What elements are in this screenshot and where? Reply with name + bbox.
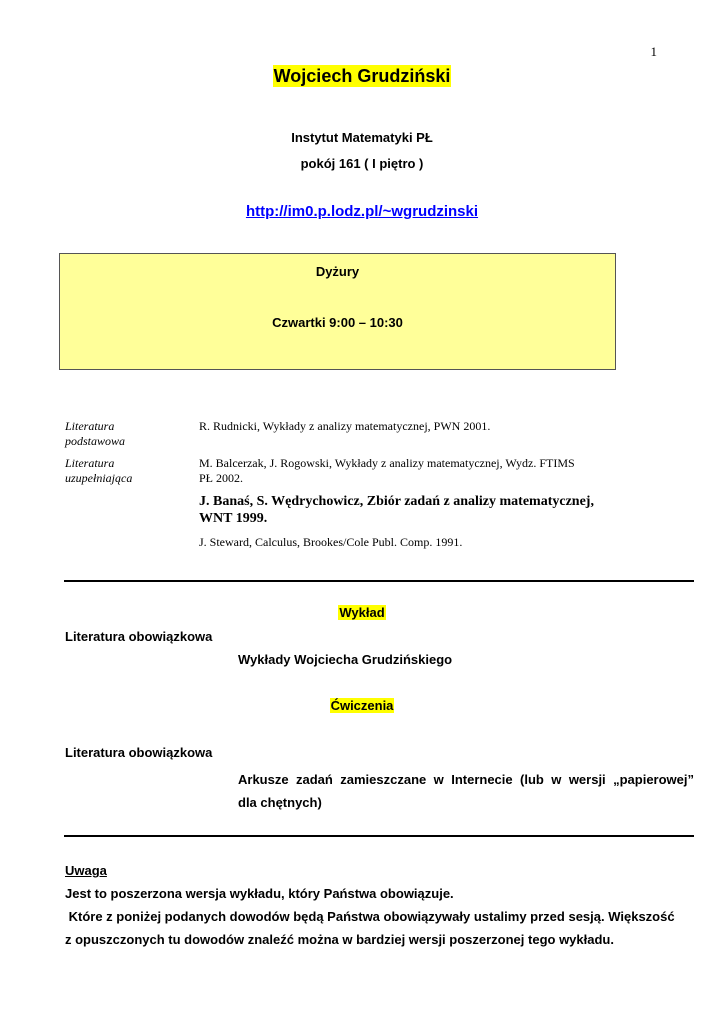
exercises-literature-label: Literatura obowiązkowa bbox=[65, 745, 213, 760]
institute: Instytut Matematyki PŁ bbox=[291, 130, 433, 145]
exercises-title: Ćwiczenia bbox=[330, 698, 394, 713]
exercises-literature-value bbox=[238, 768, 694, 814]
duty-title: Dyżury bbox=[315, 264, 360, 279]
basic-literature-label-line-2: podstawowa bbox=[65, 434, 126, 448]
lecture-title-line bbox=[0, 605, 724, 620]
note-line-1: Jest to poszerzona wersja wykładu, który Państwa obowiązuje. bbox=[65, 886, 454, 901]
homepage-link-line bbox=[0, 203, 724, 220]
note-title: Uwaga bbox=[65, 863, 107, 878]
section-divider bbox=[64, 580, 694, 582]
note-line-2: Które z poniżej podanych dowodów będą Państwa obowiązywały ustalimy przed sesją. Większość bbox=[65, 909, 675, 924]
supplementary-literature-label-line-1: Literatura bbox=[65, 456, 115, 470]
supplementary-literature-item-2 bbox=[199, 493, 629, 527]
homepage-link[interactable]: http://im0.p.lodz.pl/~wgrudzinski bbox=[245, 203, 479, 220]
basic-literature-item: R. Rudnicki, Wykłady z analizy matematycznej, PWN 2001. bbox=[199, 419, 491, 433]
supplementary-item-1-line-1: M. Balcerzak, J. Rogowski, Wykłady z analizy matematycznej, Wydz. FTIMS bbox=[199, 456, 575, 470]
lecture-literature-label: Literatura obowiązkowa bbox=[65, 629, 213, 644]
exercises-literature-value-line-2: dla chętnych) bbox=[238, 795, 322, 810]
supplementary-literature-item-3: J. Steward, Calculus, Brookes/Cole Publ. Comp. 1991. bbox=[199, 535, 463, 549]
supplementary-item-2-line-2: WNT 1999. bbox=[199, 511, 268, 526]
page-number: 1 bbox=[650, 44, 657, 59]
note-line-3: z opuszczonych tu dowodów znaleźć można w bardziej wersji poszerzonej tego wykładu. bbox=[65, 932, 614, 947]
supplementary-item-1-line-2: PŁ 2002. bbox=[199, 471, 244, 485]
section-divider-2 bbox=[64, 835, 694, 837]
author-name: Wojciech Grudziński bbox=[273, 66, 451, 86]
exercises-title-line bbox=[0, 698, 724, 713]
lecture-title: Wykład bbox=[339, 605, 385, 620]
duty-time: Czwartki 9:00 – 10:30 bbox=[272, 315, 403, 330]
basic-literature-label-line-1: Literatura bbox=[65, 419, 115, 433]
supplementary-literature-item-1 bbox=[199, 456, 629, 486]
supplementary-literature-label bbox=[65, 456, 185, 486]
supplementary-item-2-line-1: J. Banaś, S. Wędrychowicz, Zbiór zadań z analizy matematycznej, bbox=[199, 494, 594, 509]
exercises-literature-value-line-1: Arkusze zadań zamieszczane w Internecie (lub w wersji „papierowej” bbox=[238, 772, 694, 787]
duty-box bbox=[59, 253, 616, 370]
basic-literature-label bbox=[65, 419, 185, 449]
supplementary-literature-label-line-2: uzupełniająca bbox=[65, 471, 133, 485]
room: pokój 161 ( I piętro ) bbox=[300, 156, 424, 171]
lecture-literature-value: Wykłady Wojciecha Grudzińskiego bbox=[238, 652, 453, 667]
author-name-heading bbox=[0, 66, 724, 87]
